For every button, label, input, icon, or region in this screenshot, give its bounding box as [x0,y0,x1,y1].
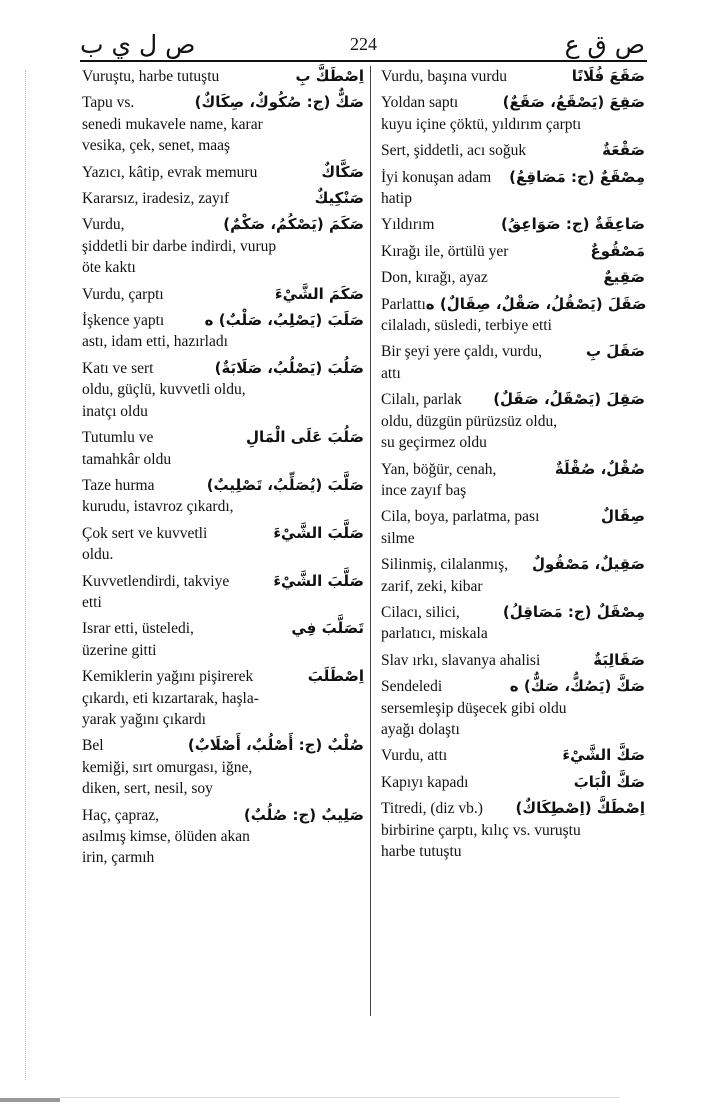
entry-head-row [381,650,645,671]
entry-continuation-line: parlatıcı, miskala [381,625,488,643]
entry-arabic-headword: صَقَالِبَةٌ [593,650,645,669]
entry-arabic-headword: صَلَبَ (يَصْلِبُ، صَلْبٌ) ه [204,311,364,330]
dictionary-entry [381,66,645,87]
entry-continuation-line: cilaladı, süsledi, terbiye etti [381,317,552,335]
dictionary-entry [82,475,364,518]
entry-continuation-line: attı [381,364,401,382]
entry-head-row [381,554,645,575]
entry-translation: Titredi, (diz vb.) [381,800,483,818]
entry-continuation-line: oldu. [82,546,114,564]
entry-head-row [381,389,645,410]
entry-continuation-line: vesika, çek, senet, maaş [82,137,231,155]
entry-continuation-line: astı, idam etti, hazırladı [82,333,228,351]
dictionary-entry [381,459,645,502]
entry-arabic-headword: صَكَّ (يَصُكُّ، صَكٌّ) ه [509,677,645,696]
dictionary-entry [381,772,645,793]
dictionary-entry [381,506,645,549]
entry-continuation-line: senedi mukavele name, karar [82,115,263,133]
entry-head-row [381,745,645,766]
entry-translation: Parlattı [381,295,426,313]
entry-translation: Kırağı ile, örtülü yer [381,242,509,260]
dictionary-entry [82,805,364,869]
dictionary-entry [82,310,364,353]
entry-arabic-headword: صَلَّبَ (يُصَلِّبُ، تَصْلِيبٌ) [206,475,364,494]
bottom-edge-line [60,1097,620,1098]
dictionary-entry [82,618,364,661]
dictionary-entry [381,140,645,161]
dictionary-entry [381,241,645,262]
entry-translation: Cilalı, parlak [381,391,462,409]
entry-arabic-headword: اِصْطَكَّ (اِصْطِكَاكٌ) [515,799,645,818]
entry-continuation-line: hatip [381,190,412,208]
entry-continuation-line: sersemleşip düşecek gibi oldu [381,699,567,717]
entry-continuation-line: üzerine gitti [82,641,157,659]
entry-translation: Vurdu, başına vurdu [381,68,508,85]
entry-translation: Vurdu, [82,216,125,234]
entry-arabic-headword: صَلُبَ (يَصْلُبُ، صَلَابَةٌ) [214,358,364,377]
entry-head-row [381,772,645,793]
dictionary-entry [381,602,645,645]
entry-translation: Haç, çapraz, [82,806,160,824]
entry-continuation-line: harbe tutuştu [381,843,462,860]
dictionary-entry [82,66,364,87]
entry-translation: Sendeledi [381,678,443,696]
entry-continuation-line: inatçı oldu [82,402,148,420]
entry-head-row [82,571,364,592]
entry-continuation-line: kurudu, istavroz çıkardı, [82,498,234,516]
entry-translation: Kapıyı kapadı [381,773,469,791]
entry-translation: Cilacı, silici, [381,603,460,621]
entry-translation: Tutumlu ve [82,429,154,447]
header-right-letters: ص ق ع [564,30,645,59]
entry-continuation-line: yarak yağını çıkardı [82,710,206,728]
dictionary-entry [82,427,364,470]
header-left-letters: ص ل ي ب [80,30,196,59]
dictionary-entry [381,294,645,337]
entry-continuation-line: tamahkâr oldu [82,450,172,468]
margin-dotted-line [25,70,26,1080]
entry-translation: Slav ırkı, slavanya ahalisi [381,651,541,669]
entry-head-row [381,341,645,362]
entry-translation: Cila, boya, parlatma, pası [381,508,540,526]
entry-head-row [381,92,645,113]
entry-arabic-headword: صَقْعَةٌ [602,141,645,160]
dictionary-entry [381,167,645,210]
dictionary-entry [82,571,364,614]
entry-translation: Kararsız, iradesiz, zayıf [82,190,230,208]
entry-head-row [381,294,645,315]
entry-continuation-line: birbirine çarptı, kılıç vs. vuruştu [381,821,581,839]
dictionary-entry [82,523,364,566]
entry-arabic-headword: صَقِعَ (يَصْقَعُ، صَقَعٌ) [502,93,645,112]
entry-translation: Katı ve sert [82,359,154,377]
entry-head-row [381,66,645,87]
entry-head-row [381,506,645,527]
header-rule [80,60,647,62]
entry-translation: Don, kırağı, ayaz [381,269,488,287]
entry-arabic-headword: مِصْقَعٌ (ج: مَصَاقِعُ) [509,167,645,186]
entry-arabic-headword: صَلُبَ عَلَى الْمَالِ [246,428,364,447]
entry-continuation-line: etti [82,593,102,611]
entry-arabic-headword: اِصْطَلَبَ [307,667,364,686]
entry-head-row [82,284,364,305]
entry-arabic-headword: صَلَّبَ الشَّيْءَ [273,571,364,590]
entry-arabic-headword: صَقَعَ فُلَانًا [571,67,645,85]
entry-head-row [381,214,645,235]
dictionary-entry [82,214,364,278]
entry-head-row [82,310,364,331]
entry-head-row [381,676,645,697]
entry-arabic-headword: صَكَمَ (يَصْكُمُ، صَكْمٌ) [223,215,364,234]
entry-translation: Silinmiş, cilalanmış, [381,556,509,574]
entry-arabic-headword: صِقَالٌ [601,507,645,526]
entry-arabic-headword: مَصْقُوعٌ [590,241,645,260]
entry-arabic-headword: صَلَّبَ الشَّيْءَ [273,523,364,542]
entry-arabic-headword: صَكَّ الْبَابَ [573,772,645,791]
dictionary-entry [82,284,364,305]
entry-continuation-line: silme [381,529,415,547]
entry-continuation-line: su geçirmez oldu [381,434,487,452]
entry-continuation-line: çıkardı, eti kızartarak, haşla- [82,689,259,707]
entry-translation: Kuvvetlendirdi, takviye [82,572,230,590]
entry-arabic-headword: صَنْكِيكٌ [314,189,364,208]
entry-continuation-line: oldu, güçlü, kuvvetli oldu, [82,381,246,399]
entry-translation: Vurdu, çarptı [82,285,164,303]
entry-head-row [381,602,645,623]
entry-head-row [82,523,364,544]
dictionary-entry [381,267,645,288]
entry-arabic-headword: صَكَّاكٌ [321,162,364,181]
entry-translation: Taze hurma [82,476,155,494]
entry-continuation-line: öte kaktı [82,259,136,277]
dictionary-entry [82,188,364,209]
entry-head-row [381,267,645,288]
dictionary-entry [82,92,364,156]
dictionary-entry [82,735,364,799]
entry-translation: Kemiklerin yağını pişirerek [82,668,254,686]
dictionary-entry [82,666,364,730]
entry-head-row [82,805,364,826]
entry-translation: Israr etti, üsteledi, [82,620,194,638]
entry-head-row [82,666,364,687]
entry-translation: Bel [82,737,104,755]
entry-head-row [82,66,364,87]
entry-arabic-headword: صَقَلَ (يَصْقُلُ، صَقْلٌ، صِقَالٌ) ه [425,294,647,313]
entry-head-row [381,798,645,819]
dictionary-entry [381,798,645,862]
entry-head-row [82,92,364,113]
dictionary-entry [381,554,645,597]
entry-head-row [82,427,364,448]
dictionary-entry [381,650,645,671]
entry-arabic-headword: صَاعِقَةٌ (ج: صَوَاعِقُ) [500,215,645,234]
dictionary-entry [381,92,645,135]
entry-arabic-headword: صُلْبٌ (ج: أَصْلُبٌ، أَصْلَابٌ) [187,736,364,755]
entry-continuation-line: ince zayıf baş [381,481,467,499]
entry-arabic-headword: صَقَلَ بِ [586,342,645,361]
entry-arabic-headword: اِصْطَكَّ بِ [295,67,364,85]
entry-arabic-headword: صَقِلَ (يَصْقَلُ، صَقَلٌ) [493,390,645,409]
dictionary-entry [82,358,364,422]
page-header [80,30,645,60]
entry-head-row [82,214,364,235]
entry-arabic-headword: صَكٌّ (ج: صُكُوكٌ، صِكَاكٌ) [194,93,364,112]
entry-head-row [82,735,364,756]
entry-arabic-headword: صَلِيبٌ (ج: صُلُبٌ) [243,805,364,824]
entry-translation: İşkence yaptı [82,312,165,330]
entry-head-row [82,188,364,209]
entry-head-row [82,358,364,379]
page-number: 224 [350,34,377,54]
entry-head-row [82,618,364,639]
dictionary-entry [381,676,645,740]
entry-translation: Sert, şiddetli, acı soğuk [381,142,527,160]
entry-translation: Çok sert ve kuvvetli [82,524,208,542]
entry-arabic-headword: صُقْلٌ، صُقْلَةٌ [554,459,645,478]
entry-arabic-headword: صَكَمَ الشَّيْءَ [274,284,364,303]
dictionary-entry [82,162,364,183]
entry-continuation-line: ayağı dolaştı [381,720,460,738]
entry-translation: Yıldırım [381,216,435,234]
entry-translation: Yazıcı, kâtip, evrak memuru [82,163,258,181]
entry-arabic-headword: تَصَلَّبَ فِي [291,619,364,638]
entry-translation: Tapu vs. [82,94,135,112]
entry-translation: Vurdu, attı [381,747,448,765]
entry-arabic-headword: صَقِيعٌ [603,268,645,287]
entry-head-row [82,475,364,496]
entry-continuation-line: diken, sert, nesil, soy [82,780,213,798]
entry-head-row [82,162,364,183]
entry-translation: Bir şeyi yere çaldı, vurdu, [381,343,542,361]
column-divider [370,66,371,1016]
entry-arabic-headword: صَقِيلٌ، مَصْقُولٌ [531,555,645,574]
entry-continuation-line: kemiği, sırt omurgası, iğne, [82,758,253,776]
dictionary-entry [381,389,645,453]
entry-head-row [381,167,645,188]
entry-head-row [381,140,645,161]
entry-continuation-line: asılmış kimse, ölüden akan [82,828,250,845]
entry-arabic-headword: صَكَّ الشَّيْءَ [562,746,645,765]
entry-continuation-line: oldu, düzgün pürüzsüz oldu, [381,412,558,430]
entry-continuation-line: şiddetli bir darbe indirdi, vurup [82,237,277,255]
entry-translation: Yan, böğür, cenah, [381,460,497,478]
entry-translation: Yoldan saptı [381,94,459,112]
entry-continuation-line: irin, çarmıh [82,849,155,867]
dictionary-entry [381,341,645,384]
entry-arabic-headword: مِصْقَلٌ (ج: مَصَاقِلُ) [502,602,645,621]
entry-continuation-line: kuyu içine çöktü, yıldırım çarptı [381,115,582,133]
left-column [82,66,364,874]
entry-translation: İyi konuşan adam [381,168,492,186]
dictionary-entry [381,745,645,766]
bottom-edge-mark [0,1098,60,1102]
entry-head-row [381,459,645,480]
entry-continuation-line: zarif, zeki, kibar [381,577,483,595]
entry-translation: Vuruştu, harbe tutuştu [82,68,220,85]
entry-head-row [381,241,645,262]
right-column [381,66,645,867]
dictionary-entry [381,214,645,235]
